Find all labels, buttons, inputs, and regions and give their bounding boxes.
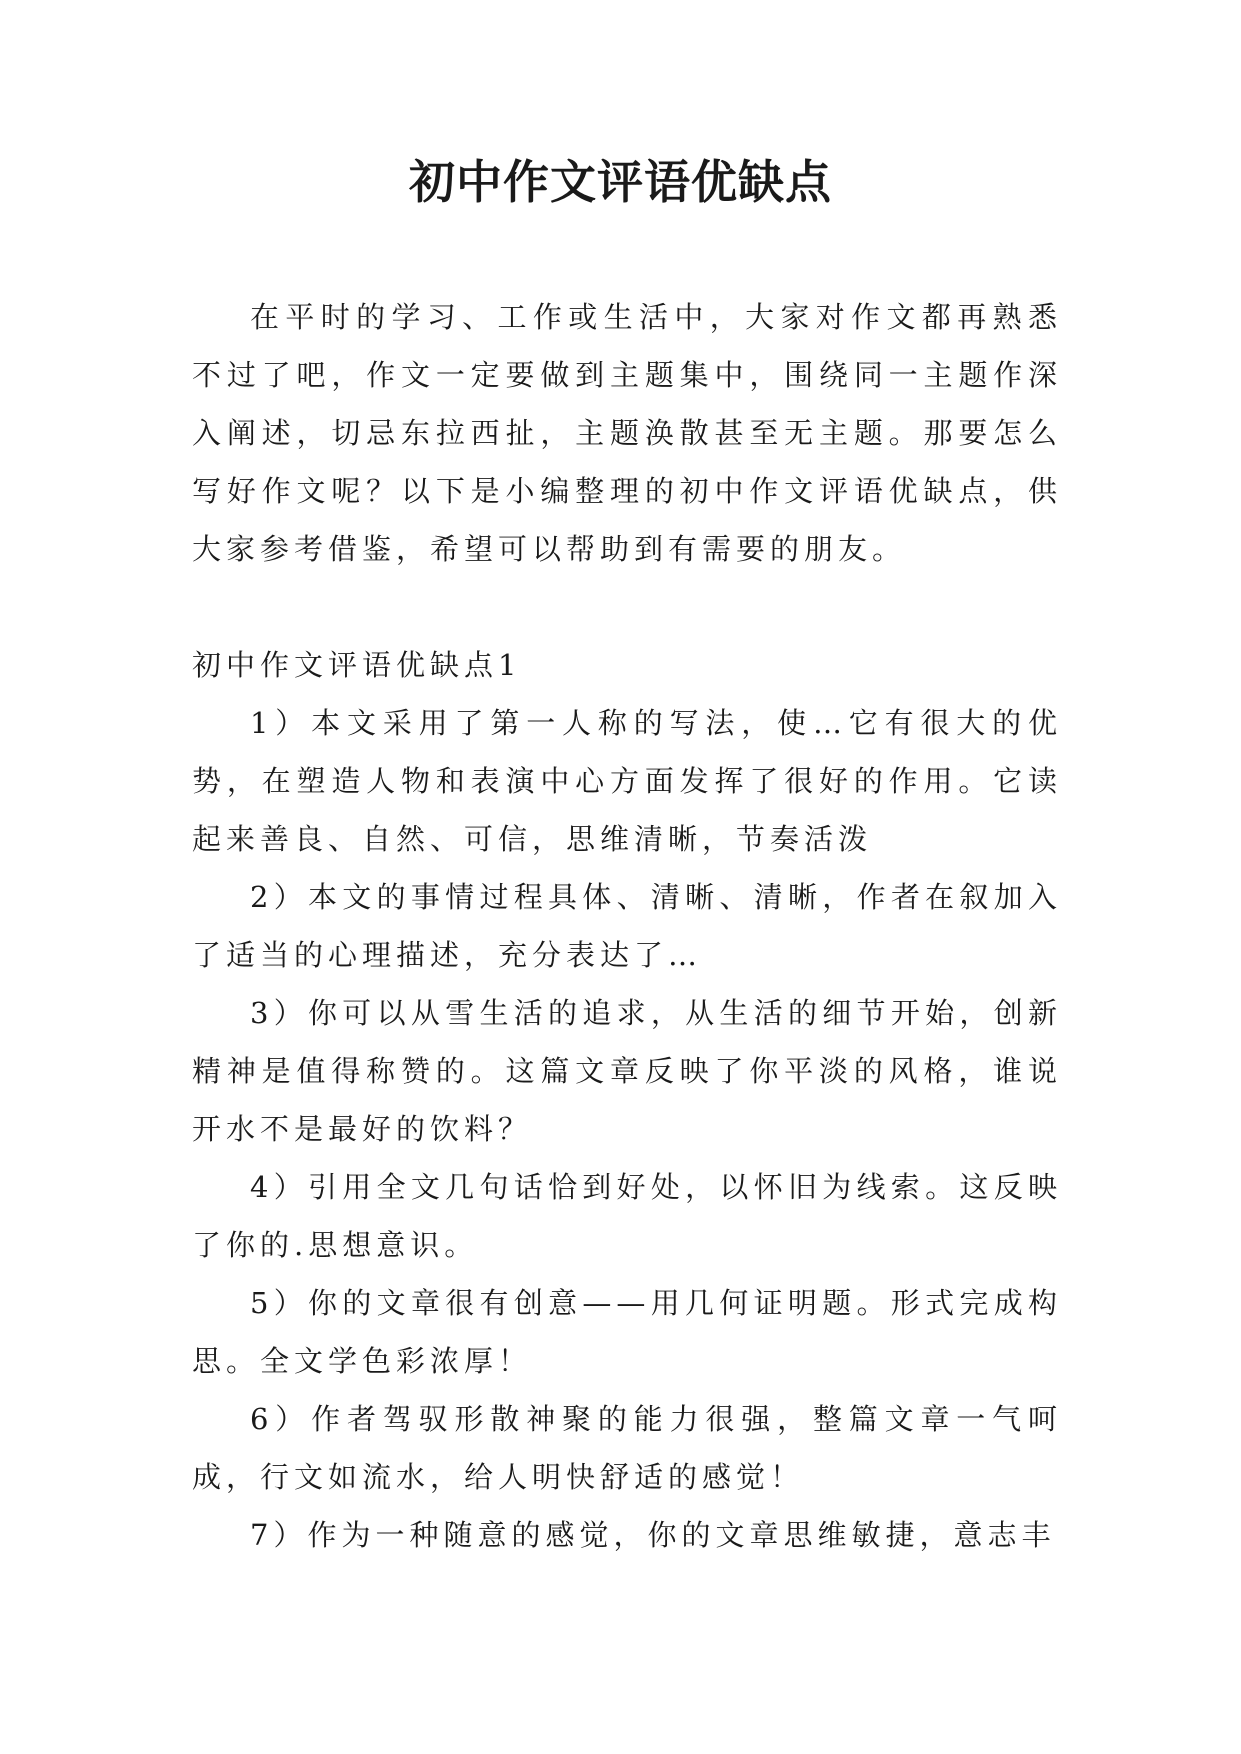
comment-item-5: 5）你的文章很有创意——用几何证明题。形式完成构思。全文学色彩浓厚！: [192, 1286, 1062, 1378]
comment-item-7: 7）作为一种随意的感觉，你的文章思维敏捷，意志丰: [250, 1518, 1056, 1552]
comment-item-2: 2）本文的事情过程具体、清晰、清晰，作者在叙加入了适当的心理描述，充分表达了…: [192, 880, 1062, 972]
document-body: [192, 288, 1062, 1564]
intro-paragraph: 在平时的学习、工作或生活中，大家对作文都再熟悉不过了吧，作文一定要做到主题集中，围绕同一主题作深入阐述，切忌东拉西扯，主题涣散甚至无主题。那要怎么写好作文呢？以下是小编整理的初中作文评语优缺点，供大家参考借鉴，希望可以帮助到有需要的朋友。: [192, 300, 1062, 566]
comment-item-6: 6）作者驾驭形散神聚的能力很强，整篇文章一气呵成，行文如流水，给人明快舒适的感觉！: [192, 1402, 1062, 1494]
comment-item-4: 4）引用全文几句话恰到好处，以怀旧为线索。这反映了你的.思想意识。: [192, 1170, 1062, 1262]
section-heading: 初中作文评语优缺点1: [192, 648, 522, 682]
paragraph-spacer: [192, 578, 1062, 636]
document-title: 初中作文评语优缺点: [409, 155, 832, 209]
comment-item-1: 1）本文采用了第一人称的写法，使…它有很大的优势，在塑造人物和表演中心方面发挥了很好的作用。它读起来善良、自然、可信，思维清晰，节奏活泼: [192, 706, 1062, 856]
comment-item-3: 3）你可以从雪生活的追求，从生活的细节开始，创新精神是值得称赞的。这篇文章反映了你平淡的风格，谁说开水不是最好的饮料？: [192, 996, 1062, 1146]
